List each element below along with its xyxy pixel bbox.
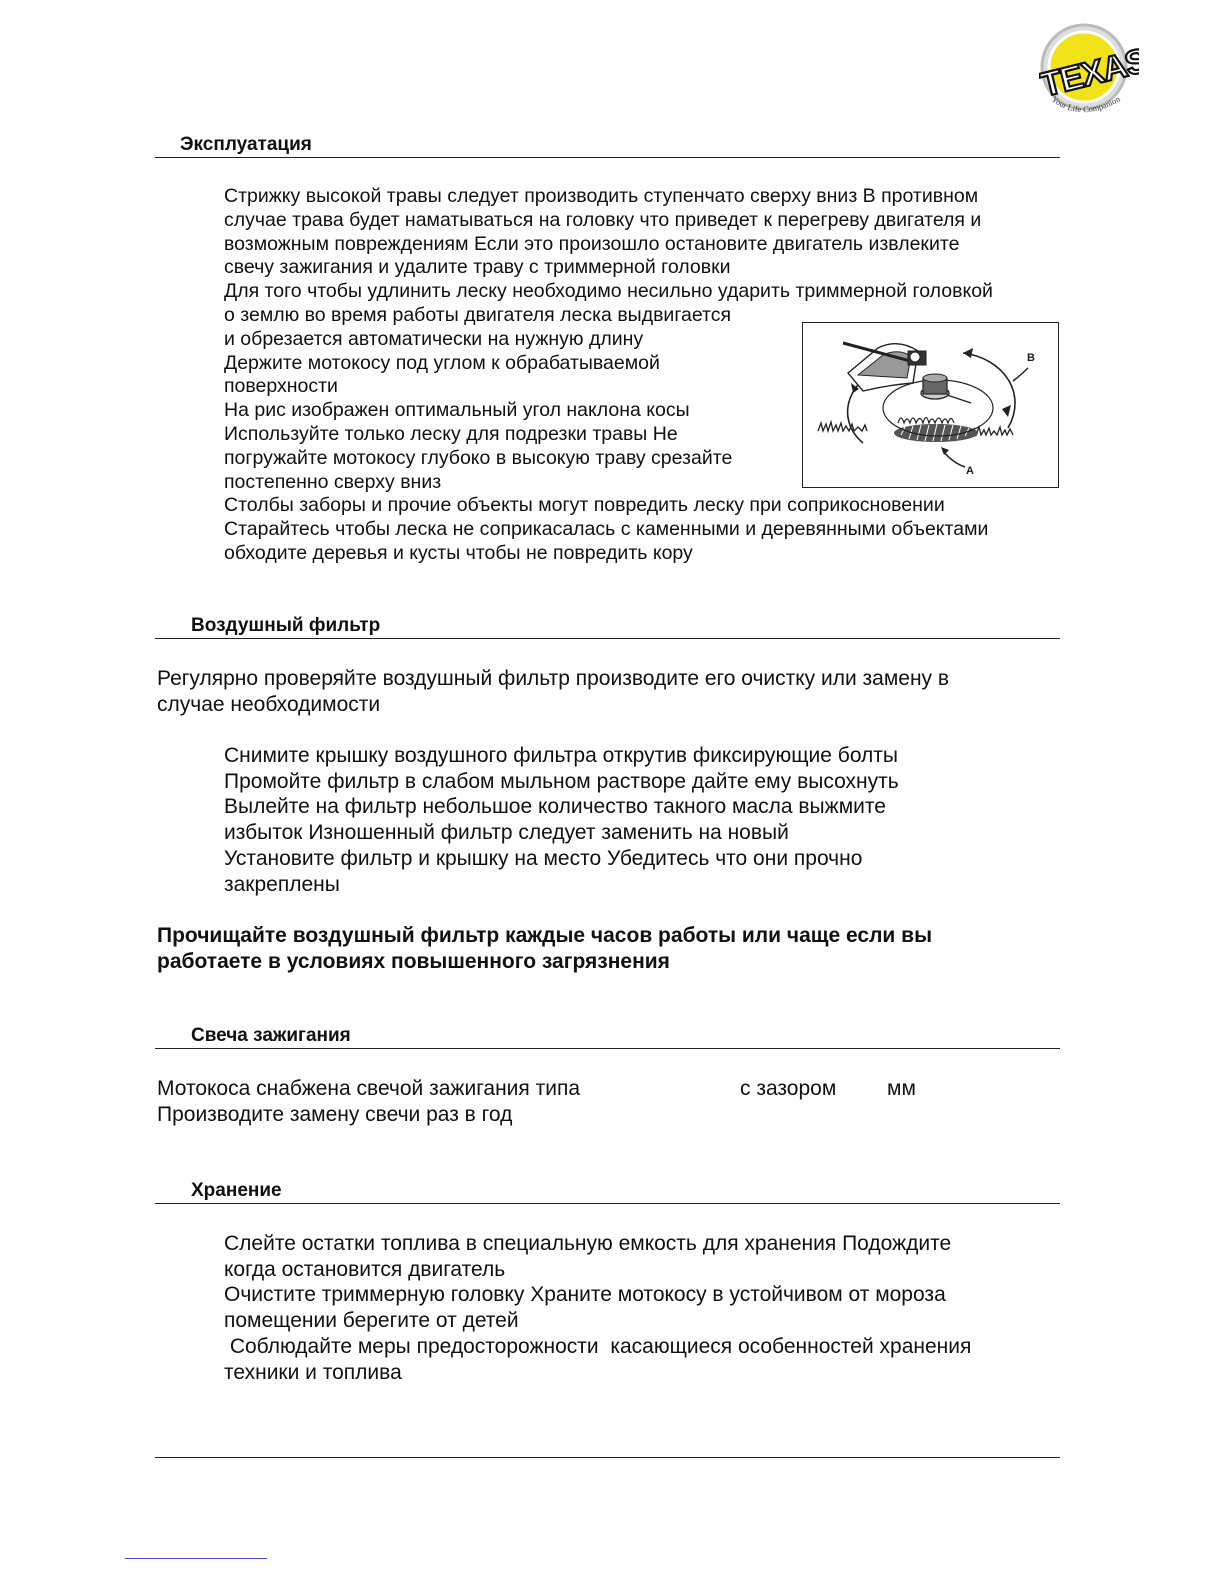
text-line: о землю во время работы двигателя леска выдвигается xyxy=(224,303,732,326)
section-divider xyxy=(155,1203,1060,1204)
text-line: Соблюдайте меры предосторожности касающиеся особенностей хранения xyxy=(224,1334,972,1358)
section-title-spark-plug: Свеча зажигания xyxy=(191,1025,351,1046)
text-line: Столбы заборы и прочие объекты могут повредить леску при соприкосновении xyxy=(224,494,945,517)
text-line: когда остановится двигатель xyxy=(224,1257,506,1281)
text-line: На рис изображен оптимальный угол наклона косы xyxy=(224,399,690,422)
spark-plug-replace-text: Производите замену свечи раз в год xyxy=(157,1103,513,1126)
section-title-storage: Хранение xyxy=(191,1180,282,1201)
text-line: постепенно сверху вниз xyxy=(224,470,442,493)
text-line: Держите мотокосу под углом к обрабатываемой xyxy=(224,351,660,374)
svg-text:TEXAS: TEXAS xyxy=(1039,41,1139,105)
text-line: Снимите крышку воздушного фильтра открутив фиксирующие болты xyxy=(224,744,899,767)
text-line: погружайте мотокосу глубоко в высокую траву срезайте xyxy=(224,446,733,469)
text-line: Очистите триммерную головку Храните мотокосу в устойчивом от мороза xyxy=(224,1283,946,1307)
section-divider xyxy=(155,638,1060,639)
text-line: Слейте остатки топлива в специальную емкость для хранения Подождите xyxy=(224,1232,952,1255)
section-title-air-filter: Воздушный фильтр xyxy=(191,615,381,636)
text-line: поверхности xyxy=(224,375,338,398)
text-line: Стрижку высокой травы следует производить ступенчато сверху вниз В противном xyxy=(224,185,979,207)
text-line: случае необходимости xyxy=(157,692,381,716)
text-line: возможным повреждениям Если это произошло остановите двигатель извлеките xyxy=(224,232,960,255)
texas-logo-icon xyxy=(1039,22,1139,122)
footnote-separator xyxy=(125,1558,267,1559)
spark-plug-type-text: Мотокоса снабжена свечой зажигания типа xyxy=(157,1077,581,1100)
text-line: случае трава будет наматываться на головку что приведет к перегреву двигателя и xyxy=(224,208,982,231)
text-line: техники и топлива xyxy=(224,1360,402,1384)
air-filter-steps xyxy=(224,743,899,897)
text-line: помещении берегите от детей xyxy=(224,1309,519,1333)
texas-logo xyxy=(1039,22,1139,122)
text-line: закреплены xyxy=(224,872,340,896)
text-line: Регулярно проверяйте воздушный фильтр производите его очистку или замену в xyxy=(157,667,950,690)
trimmer-illustration xyxy=(802,322,1059,488)
trimmer-cutting-icon xyxy=(803,323,1057,486)
text-line: Вылейте на фильтр небольшое количество такного масла выжмите xyxy=(224,795,886,819)
text-line: Прочищайте воздушный фильтр каждые часов работы или чаще если вы xyxy=(157,924,933,947)
section-title-operation: Эксплуатация xyxy=(180,134,312,155)
air-filter-note xyxy=(157,923,932,974)
text-line: Для того чтобы удлинить леску необходимо несильно ударить триммерной головкой xyxy=(224,280,993,303)
text-line: свечу зажигания и удалите траву с триммерной головки xyxy=(224,256,731,279)
spark-plug-gap-text: с зазором xyxy=(740,1077,837,1100)
text-line: Используйте только леску для подрезки травы Не xyxy=(224,422,678,445)
footer-divider xyxy=(155,1457,1060,1458)
text-line: избыток Изношенный фильтр следует заменить на новый xyxy=(224,821,789,845)
text-line: обходите деревья и кусты чтобы не повредить кору xyxy=(224,541,693,564)
figure-label-a: A xyxy=(966,465,974,477)
text-line: Установите фильтр и крышку на место Убедитесь что они прочно xyxy=(224,846,863,870)
text-line: Промойте фильтр в слабом мыльном растворе дайте ему высохнуть xyxy=(224,769,899,793)
figure-label-b: B xyxy=(1027,352,1035,364)
spark-plug-unit-text: мм xyxy=(887,1077,916,1100)
svg-text:Your Life Companion: Your Life Companion xyxy=(1049,93,1122,115)
storage-text xyxy=(224,1231,971,1385)
text-line: работаете в условиях повышенного загрязнения xyxy=(157,949,670,973)
section-divider xyxy=(155,1048,1060,1049)
air-filter-intro xyxy=(157,666,949,717)
text-line: Старайтесь чтобы леска не соприкасалась с каменными и деревянными объектами xyxy=(224,518,989,541)
section-divider xyxy=(155,157,1060,158)
text-line: и обрезается автоматически на нужную длину xyxy=(224,327,644,350)
